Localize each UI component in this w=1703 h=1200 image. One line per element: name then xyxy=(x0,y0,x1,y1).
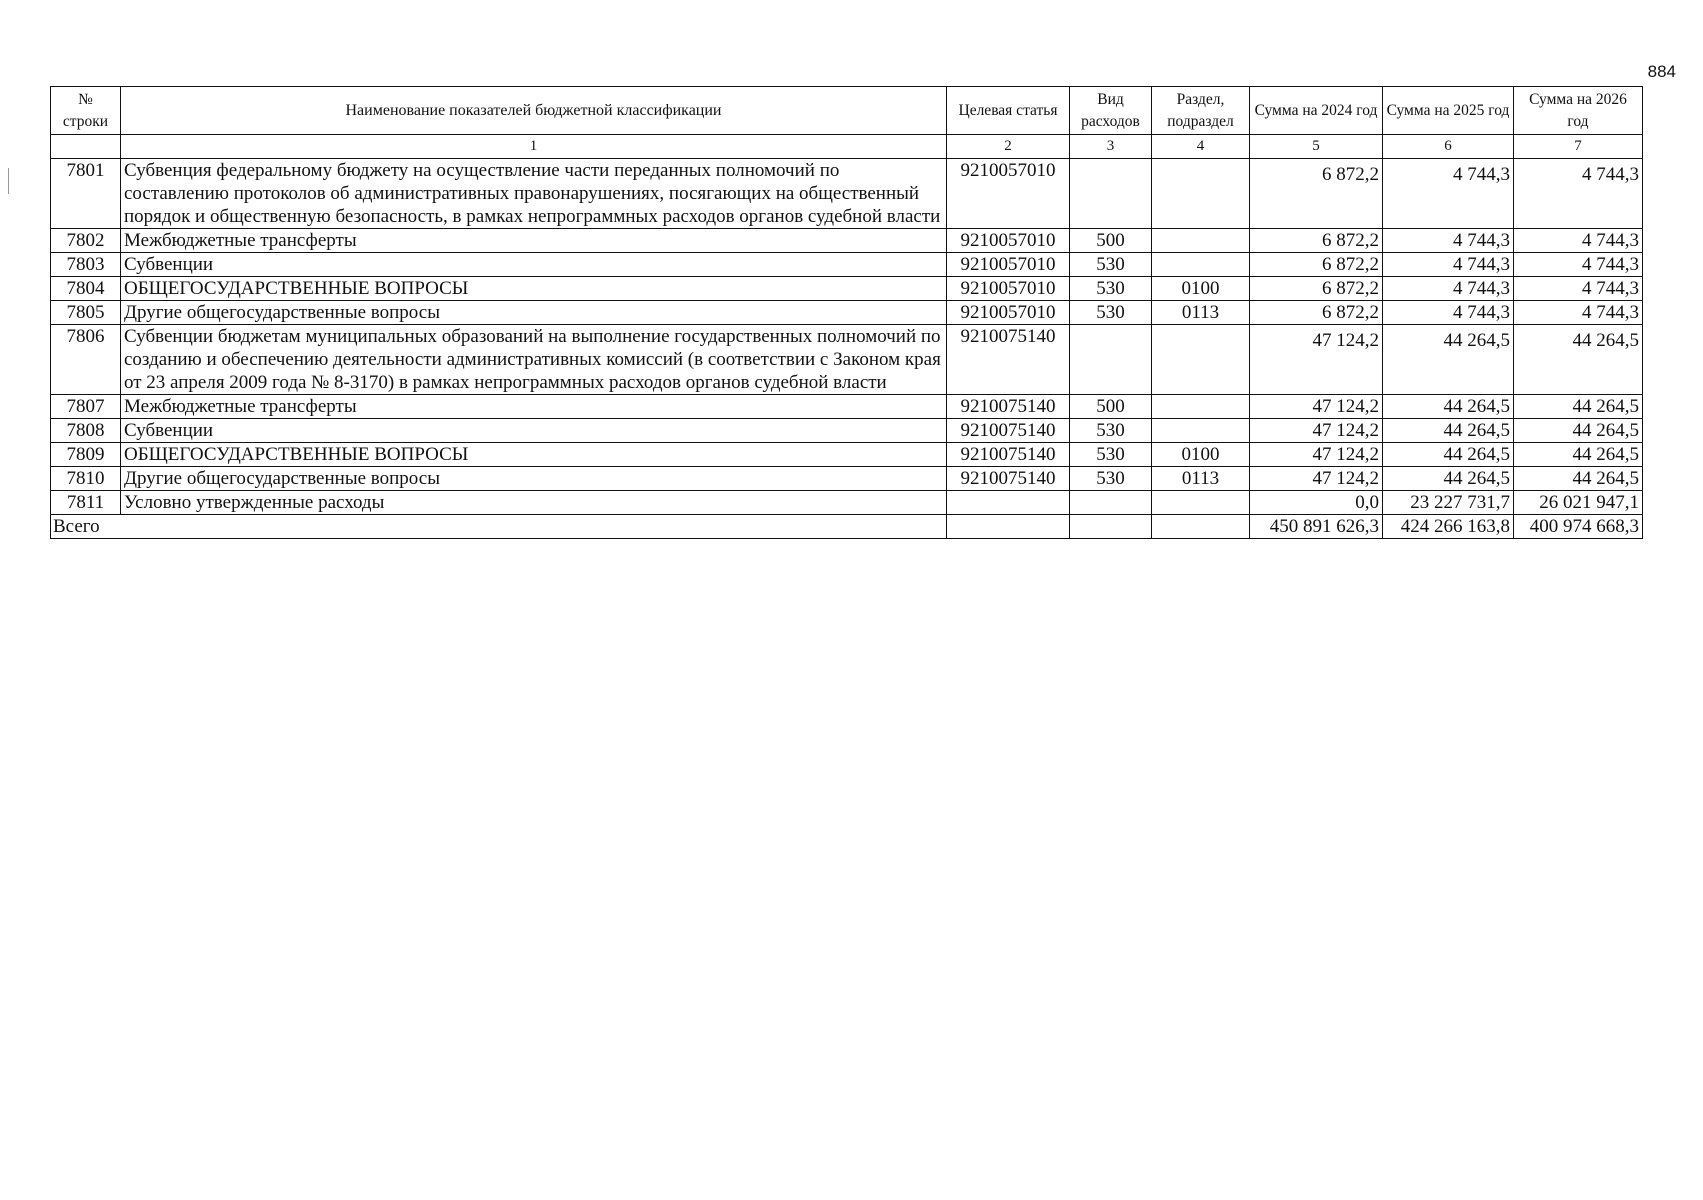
header-name: Наименование показателей бюджетной классификации xyxy=(121,87,947,135)
row-number-cell: 7802 xyxy=(51,229,121,253)
row-sum-2024-cell: 6 872,2 xyxy=(1250,159,1383,229)
row-sum-2025-cell: 44 264,5 xyxy=(1383,419,1514,443)
row-vid-cell: 530 xyxy=(1070,277,1152,301)
row-sum-2025-cell: 44 264,5 xyxy=(1383,325,1514,395)
row-sum-2025-cell: 44 264,5 xyxy=(1383,395,1514,419)
total-empty-cell xyxy=(1070,515,1152,539)
row-vid-cell xyxy=(1070,325,1152,395)
table-row xyxy=(51,467,1643,491)
row-razdel-cell: 0100 xyxy=(1152,277,1250,301)
total-empty-cell xyxy=(1152,515,1250,539)
row-number-cell: 7810 xyxy=(51,467,121,491)
column-number: 3 xyxy=(1070,135,1152,159)
row-name-cell: Условно утвержденные расходы xyxy=(121,491,947,515)
row-razdel-cell xyxy=(1152,325,1250,395)
column-number: 7 xyxy=(1514,135,1643,159)
row-vid-cell: 530 xyxy=(1070,301,1152,325)
header-sum-2024: Сумма на 2024 год xyxy=(1250,87,1383,135)
row-razdel-cell: 0113 xyxy=(1152,467,1250,491)
column-number: 5 xyxy=(1250,135,1383,159)
row-sum-2024-cell: 47 124,2 xyxy=(1250,467,1383,491)
row-sum-2026-cell: 44 264,5 xyxy=(1514,443,1643,467)
row-vid-cell: 530 xyxy=(1070,419,1152,443)
row-sum-2024-cell: 6 872,2 xyxy=(1250,253,1383,277)
row-name-cell: Другие общегосударственные вопросы xyxy=(121,301,947,325)
row-sum-2026-cell: 44 264,5 xyxy=(1514,395,1643,419)
row-name-cell: ОБЩЕГОСУДАРСТВЕННЫЕ ВОПРОСЫ xyxy=(121,277,947,301)
row-sum-2024-cell: 47 124,2 xyxy=(1250,325,1383,395)
row-sum-2025-cell: 4 744,3 xyxy=(1383,159,1514,229)
total-label: Всего xyxy=(51,515,947,539)
table-row xyxy=(51,253,1643,277)
column-number: 4 xyxy=(1152,135,1250,159)
row-sum-2026-cell: 26 021 947,1 xyxy=(1514,491,1643,515)
row-number-cell: 7807 xyxy=(51,395,121,419)
row-code-cell: 9210057010 xyxy=(947,253,1070,277)
row-number-cell: 7804 xyxy=(51,277,121,301)
column-number: 2 xyxy=(947,135,1070,159)
total-sum-2024: 450 891 626,3 xyxy=(1250,515,1383,539)
row-sum-2025-cell: 4 744,3 xyxy=(1383,301,1514,325)
table-row xyxy=(51,301,1643,325)
table-row xyxy=(51,229,1643,253)
row-code-cell: 9210057010 xyxy=(947,301,1070,325)
row-razdel-cell xyxy=(1152,491,1250,515)
row-sum-2025-cell: 44 264,5 xyxy=(1383,467,1514,491)
row-razdel-cell xyxy=(1152,419,1250,443)
header-sum-2026: Сумма на 2026 год xyxy=(1514,87,1643,135)
row-code-cell: 9210075140 xyxy=(947,325,1070,395)
row-sum-2026-cell: 44 264,5 xyxy=(1514,325,1643,395)
table-body xyxy=(51,159,1643,515)
row-sum-2024-cell: 6 872,2 xyxy=(1250,277,1383,301)
row-sum-2024-cell: 47 124,2 xyxy=(1250,419,1383,443)
row-sum-2025-cell: 44 264,5 xyxy=(1383,443,1514,467)
column-number: 6 xyxy=(1383,135,1514,159)
row-sum-2026-cell: 4 744,3 xyxy=(1514,229,1643,253)
row-code-cell: 9210057010 xyxy=(947,159,1070,229)
row-sum-2026-cell: 4 744,3 xyxy=(1514,253,1643,277)
total-empty-cell xyxy=(947,515,1070,539)
row-name-cell: Межбюджетные трансферты xyxy=(121,395,947,419)
page-number: 884 xyxy=(1647,62,1676,81)
table-row xyxy=(51,159,1643,229)
table-row xyxy=(51,277,1643,301)
row-number-cell: 7811 xyxy=(51,491,121,515)
row-razdel-cell xyxy=(1152,229,1250,253)
margin-tick-marks xyxy=(8,168,12,194)
row-razdel-cell xyxy=(1152,253,1250,277)
column-number xyxy=(51,135,121,159)
row-vid-cell: 500 xyxy=(1070,229,1152,253)
row-number-cell: 7808 xyxy=(51,419,121,443)
row-name-cell: Субвенции xyxy=(121,419,947,443)
row-sum-2024-cell: 6 872,2 xyxy=(1250,301,1383,325)
total-sum-2026: 400 974 668,3 xyxy=(1514,515,1643,539)
header-razdel: Раздел, подраздел xyxy=(1152,87,1250,135)
row-code-cell: 9210075140 xyxy=(947,395,1070,419)
row-sum-2024-cell: 47 124,2 xyxy=(1250,395,1383,419)
row-vid-cell xyxy=(1070,159,1152,229)
row-sum-2025-cell: 4 744,3 xyxy=(1383,253,1514,277)
row-razdel-cell xyxy=(1152,159,1250,229)
row-number-cell: 7806 xyxy=(51,325,121,395)
row-name-cell: Субвенции xyxy=(121,253,947,277)
row-code-cell: 9210057010 xyxy=(947,277,1070,301)
row-number-cell: 7805 xyxy=(51,301,121,325)
row-razdel-cell: 0100 xyxy=(1152,443,1250,467)
row-number-cell: 7803 xyxy=(51,253,121,277)
row-number-cell: 7801 xyxy=(51,159,121,229)
row-sum-2025-cell: 4 744,3 xyxy=(1383,229,1514,253)
header-vid: Вид расходов xyxy=(1070,87,1152,135)
row-sum-2026-cell: 44 264,5 xyxy=(1514,467,1643,491)
row-sum-2024-cell: 47 124,2 xyxy=(1250,443,1383,467)
row-vid-cell: 530 xyxy=(1070,467,1152,491)
row-vid-cell: 530 xyxy=(1070,443,1152,467)
table-row xyxy=(51,325,1643,395)
row-name-cell: Субвенции бюджетам муниципальных образований на выполнение государственных полномочий по созданию и обеспечению деятельности административных комиссий (в соответствии с Законом края от 23 апреля 2009 года № 8-3170) в рамках непрограммных расходов органов судебной власти xyxy=(121,325,947,395)
total-row xyxy=(51,515,1643,539)
row-number-cell: 7809 xyxy=(51,443,121,467)
row-razdel-cell xyxy=(1152,395,1250,419)
row-sum-2025-cell: 4 744,3 xyxy=(1383,277,1514,301)
row-sum-2026-cell: 4 744,3 xyxy=(1514,301,1643,325)
row-sum-2024-cell: 6 872,2 xyxy=(1250,229,1383,253)
row-code-cell: 9210075140 xyxy=(947,419,1070,443)
row-razdel-cell: 0113 xyxy=(1152,301,1250,325)
table-row xyxy=(51,491,1643,515)
row-name-cell: Другие общегосударственные вопросы xyxy=(121,467,947,491)
row-code-cell: 9210057010 xyxy=(947,229,1070,253)
header-code: Целевая статья xyxy=(947,87,1070,135)
row-name-cell: Межбюджетные трансферты xyxy=(121,229,947,253)
row-vid-cell xyxy=(1070,491,1152,515)
row-code-cell xyxy=(947,491,1070,515)
row-name-cell: Субвенция федеральному бюджету на осуществление части переданных полномочий по составлению протоколов об административных правонарушениях, посягающих на общественный порядок и общественную безопасность, в рамках непрограммных расходов органов судебной власти xyxy=(121,159,947,229)
row-sum-2026-cell: 4 744,3 xyxy=(1514,159,1643,229)
table-row xyxy=(51,395,1643,419)
header-row-num: № строки xyxy=(51,87,121,135)
row-vid-cell: 500 xyxy=(1070,395,1152,419)
total-sum-2025: 424 266 163,8 xyxy=(1383,515,1514,539)
row-sum-2024-cell: 0,0 xyxy=(1250,491,1383,515)
row-vid-cell: 530 xyxy=(1070,253,1152,277)
row-sum-2025-cell: 23 227 731,7 xyxy=(1383,491,1514,515)
column-number: 1 xyxy=(121,135,947,159)
header-sum-2025: Сумма на 2025 год xyxy=(1383,87,1514,135)
column-number-row xyxy=(51,135,1643,159)
row-sum-2026-cell: 44 264,5 xyxy=(1514,419,1643,443)
row-code-cell: 9210075140 xyxy=(947,467,1070,491)
table-row xyxy=(51,419,1643,443)
table-header-row xyxy=(51,87,1643,135)
row-name-cell: ОБЩЕГОСУДАРСТВЕННЫЕ ВОПРОСЫ xyxy=(121,443,947,467)
table-row xyxy=(51,443,1643,467)
budget-table xyxy=(50,86,1643,539)
row-sum-2026-cell: 4 744,3 xyxy=(1514,277,1643,301)
row-code-cell: 9210075140 xyxy=(947,443,1070,467)
